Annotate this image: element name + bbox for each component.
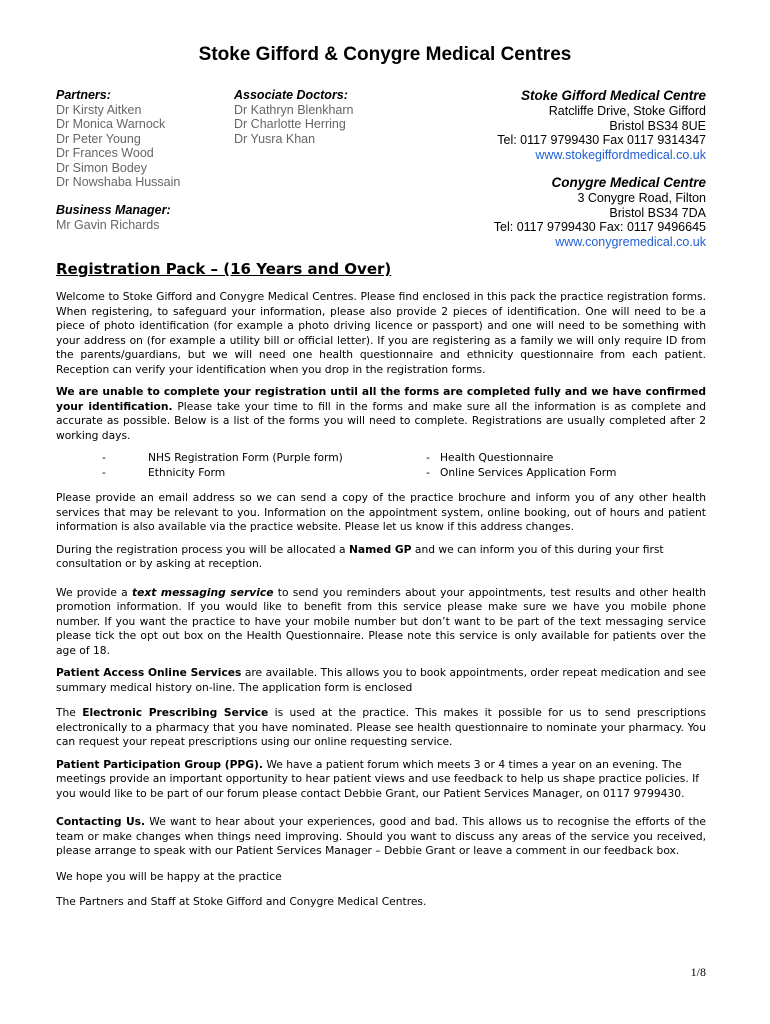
site-conygre (494, 175, 706, 249)
partner-name: Dr Simon Bodey (56, 160, 148, 175)
patient-access-paragraph: Patient Access Online Services are available. This allows you to book appointments, order repeat medication and see summary medical history on-line. The application form is enclosed (56, 666, 706, 694)
text-messaging-bold: text messaging service (131, 585, 274, 599)
named-gp-bold: Named GP (348, 542, 412, 556)
signoff-line: The Partners and Staff at Stoke Gifford and Conygre Medical Centres. (56, 895, 427, 908)
registration-pack-heading: Registration Pack – (16 Years and Over) (56, 260, 392, 278)
site-website-link[interactable]: www.stokegiffordmedical.co.uk (535, 147, 706, 162)
manager-label: Business Manager: (56, 203, 171, 217)
site-address-line: Bristol BS34 8UE (609, 118, 706, 133)
list-bullet: - (426, 466, 430, 479)
site-website-link[interactable]: www.conygremedical.co.uk (555, 234, 706, 249)
partner-name: Dr Nowshaba Hussain (56, 175, 181, 189)
site-stoke-gifford (494, 88, 706, 162)
partners-list (56, 88, 180, 190)
form-item: NHS Registration Form (Purple form) (148, 451, 343, 464)
welcome-paragraph: Welcome to Stoke Gifford and Conygre Medical Centres. Please find enclosed in this pack the practice registration forms. When registering, to safeguard your information, please also provide 2 pieces of identification. One will need to be a piece of photo identification (for example a photo driving licence or passport) and one will need to be something with your address on (for example a utility bill or official letter). If you are registering as a family we will only require ID from the parents/guardians, but we will need one health questionnaire and ethnicity questionnaire from each patient. Reception can verify your identification when you drop in the registration forms. (56, 290, 706, 376)
ppg-paragraph: Patient Participation Group (PPG). We have a patient forum which meets 3 or 4 times a year on an evening. The meetings provide an important opportunity to hear patient views and use feedback to help us shape practice policies. If you would like to be part of our forum please contact Debbie Grant, our Patient Services Manager, on 0117 9799430. (56, 757, 700, 800)
form-item: Ethnicity Form (148, 466, 226, 479)
eps-bold: Electronic Prescribing Service (82, 706, 269, 719)
site-address-line: 3 Conygre Road, Filton (577, 191, 706, 205)
unable-bold: We are unable to complete your registration until all the forms are completed fully and we have confirmed your identification. (56, 385, 706, 413)
practice-sites (494, 88, 706, 249)
page-title: Stoke Gifford & Conygre Medical Centres (198, 44, 572, 65)
contacting-us-bold: Contacting Us. (56, 815, 146, 828)
partners-label: Partners: (56, 88, 111, 102)
form-item: Health Questionnaire (440, 451, 554, 464)
associate-doctors-list (234, 88, 354, 146)
associate-name: Dr Kathryn Blenkharn (234, 102, 354, 117)
site-phone: Tel: 0117 9799430 Fax: 0117 9496645 (493, 220, 706, 234)
site-address-line: Bristol BS34 7DA (609, 205, 706, 220)
partner-name: Dr Frances Wood (56, 146, 154, 160)
patient-access-bold: Patient Access Online Services (56, 666, 242, 679)
partner-name: Dr Monica Warnock (56, 117, 166, 131)
list-bullet: - (426, 451, 430, 464)
named-gp-paragraph: During the registration process you will be allocated a Named GP and we can inform you of this during your first consultation or by asking at reception. (56, 542, 664, 570)
list-bullet: - (102, 466, 106, 479)
forms-list (56, 451, 706, 481)
associates-label: Associate Doctors: (234, 88, 348, 102)
page-number: 1/8 (690, 965, 706, 979)
manager-name: Mr Gavin Richards (56, 217, 160, 232)
partner-name: Dr Kirsty Aitken (56, 102, 142, 117)
site-phone: Tel: 0117 9799430 Fax 0117 9314347 (497, 133, 706, 147)
site-address-line: Ratcliffe Drive, Stoke Gifford (548, 104, 706, 118)
associate-name: Dr Charlotte Herring (234, 117, 346, 131)
form-item: Online Services Application Form (440, 466, 617, 479)
contacting-us-paragraph: Contacting Us. We want to hear about your experiences, good and bad. This allows us to recognise the efforts of the team or make changes when things need improving. Should you want to discuss any areas of the service you received, please arrange to speak with our Patient Services Manager – Debbie Grant or leave a comment in our feedback box. (56, 815, 706, 857)
closing-line: We hope you will be happy at the practice (56, 869, 282, 883)
partner-name: Dr Peter Young (56, 131, 141, 146)
letter-body (56, 290, 706, 910)
associate-name: Dr Yusra Khan (234, 131, 316, 146)
text-messaging-paragraph: We provide a text messaging service to send you reminders about your appointments, test results and other health promotion information. If you would like to benefit from this service please make sure we have you mobile phone number. If you want the practice to have your mobile number but don’t want to be part of the text messaging service please tick the opt out box on the Health Questionnaire. Please note this service is only available for patients over the age of 18. (56, 585, 706, 657)
site-name: Stoke Gifford Medical Centre (520, 88, 706, 103)
list-bullet: - (102, 451, 106, 464)
email-paragraph: Please provide an email address so we can send a copy of the practice brochure and inform you of any other health services that may be relevant to you. Information on the appointment system, online booking, out of hours and patient information is also available via the practice website. Please let us know if this address changes. (56, 491, 706, 533)
unable-paragraph: We are unable to complete your registration until all the forms are completed fully and we have confirmed your identification. Please take your time to fill in the forms and make sure all the information is as complete and accurate as possible. Below is a list of the forms you will need to complete. Registrations are usually completed after 2 working days. (56, 385, 706, 442)
ppg-bold: Patient Participation Group (PPG). (56, 757, 263, 771)
eps-paragraph: The Electronic Prescribing Service is used at the practice. This makes it possible for us to send prescriptions electronically to a pharmacy that you have nominated. Please see health questionnaire to nominate your pharmacy. You can request your repeat prescriptions using our online requesting service. (56, 706, 706, 748)
site-name: Conygre Medical Centre (551, 175, 706, 190)
business-manager (56, 203, 171, 232)
